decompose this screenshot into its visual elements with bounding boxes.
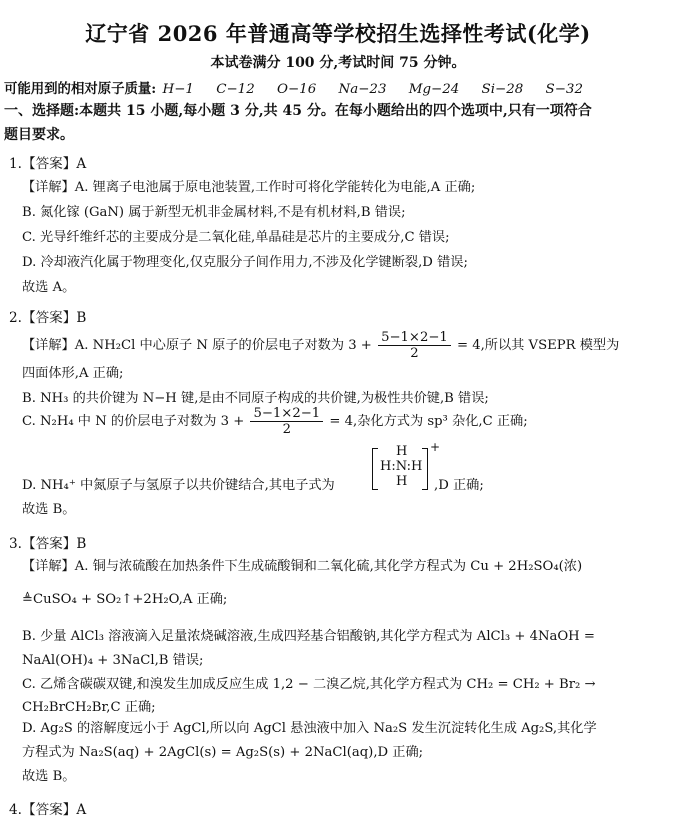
q2-text: C. N₂H₄ 中 N 的价层电子对数为 3 + bbox=[22, 414, 245, 429]
masses-label: 可能用到的相对原子质量: bbox=[4, 81, 157, 97]
q3-line: CH₂BrCH₂Br,C 正确; bbox=[22, 700, 156, 715]
mass-item: H−1 bbox=[162, 82, 194, 97]
section-heading-cont: 题目要求。 bbox=[4, 127, 74, 143]
q2-text: = 4,杂化方式为 sp³ 杂化,C 正确; bbox=[329, 414, 528, 429]
q3-line: 方程式为 Na₂S(aq) + 2AgCl(s) = Ag₂S(s) + 2NaCl(aq),D 正确; bbox=[22, 745, 424, 760]
elec-bot: H bbox=[396, 474, 408, 489]
fraction-den: 2 bbox=[282, 422, 291, 437]
mass-item: Mg−24 bbox=[408, 82, 460, 97]
q1-line: 故选 A。 bbox=[22, 280, 76, 295]
elec-charge: + bbox=[430, 440, 441, 454]
q2-line: 四面体形,A 正确; bbox=[22, 366, 124, 381]
mass-item: Si−28 bbox=[481, 82, 524, 97]
q3-line: C. 乙烯含碳碳双键,和溴发生加成反应生成 1,2 − 二溴乙烷,其化学方程式为 CH₂ = CH₂ + Br₂ → bbox=[22, 677, 596, 692]
fraction-num: 5−1×2−1 bbox=[250, 406, 323, 422]
page-subtitle: 本试卷满分 100 分,考试时间 75 分钟。 bbox=[210, 55, 466, 71]
q4-answer-header: 4.【答案】A bbox=[9, 802, 87, 818]
q1-line: D. 冷却液汽化属于物理变化,仅克服分子间作用力,不涉及化学键断裂,D 错误; bbox=[22, 255, 468, 270]
q1-line: 【详解】A. 锂离子电池属于原电池装置,工作时可将化学能转化为电能,A 正确; bbox=[22, 180, 476, 195]
q2-line: 故选 B。 bbox=[22, 502, 76, 517]
q2-line: ,D 正确; bbox=[434, 478, 484, 493]
q3-answer-header: 3.【答案】B bbox=[9, 536, 87, 552]
q2-answer-header: 2.【答案】B bbox=[9, 310, 87, 326]
q3-line: 【详解】A. 铜与浓硫酸在加热条件下生成硫酸铜和二氧化硫,其化学方程式为 Cu + 2H₂SO₄(浓) bbox=[22, 559, 583, 574]
mass-item: S−32 bbox=[545, 82, 583, 97]
q1-line: C. 光导纤维纤芯的主要成分是二氧化硅,单晶硅是芯片的主要成分,C 错误; bbox=[22, 230, 450, 245]
elec-mid: H:N:H bbox=[380, 459, 423, 474]
q3-line: NaAl(OH)₄ + 3NaCl,B 错误; bbox=[22, 653, 204, 668]
mass-item: C−12 bbox=[216, 82, 255, 97]
bracket-left bbox=[372, 448, 378, 490]
q3-line: B. 少量 AlCl₃ 溶液滴入足量浓烧碱溶液,生成四羟基合铝酸钠,其化学方程式为 AlCl₃ + 4NaOH = bbox=[22, 629, 595, 644]
bracket-right bbox=[422, 448, 428, 490]
fraction bbox=[250, 406, 323, 437]
q2-line bbox=[22, 330, 662, 361]
q3-line: D. Ag₂S 的溶解度远小于 AgCl,所以向 AgCl 悬浊液中加入 Na₂S 发生沉淀转化生成 Ag₂S,其化学 bbox=[22, 721, 597, 736]
q2-line bbox=[22, 406, 662, 437]
q3-line: 故选 B。 bbox=[22, 769, 76, 784]
fraction bbox=[378, 330, 451, 361]
fraction-num: 5−1×2−1 bbox=[378, 330, 451, 346]
q2-text: D. NH₄⁺ 中氮原子与氢原子以共价键结合,其电子式为 bbox=[22, 478, 335, 493]
q1-answer-header: 1.【答案】A bbox=[9, 156, 87, 172]
electron-formula bbox=[372, 446, 428, 490]
q2-text: 【详解】A. NH₂Cl 中心原子 N 原子的价层电子对数为 3 + bbox=[22, 338, 372, 353]
q2-text: = 4,所以其 VSEPR 模型为 bbox=[456, 338, 620, 353]
section-heading: 一、选择题:本题共 15 小题,每小题 3 分,共 45 分。在每小题给出的四个选项中,只有一项符合 bbox=[4, 103, 592, 119]
atomic-masses bbox=[4, 78, 583, 97]
mass-item: Na−23 bbox=[338, 82, 387, 97]
fraction-den: 2 bbox=[410, 346, 419, 361]
q3-line: ≜CuSO₄ + SO₂↑+2H₂O,A 正确; bbox=[22, 592, 228, 607]
q2-line: B. NH₃ 的共价键为 N−H 键,是由不同原子构成的共价键,为极性共价键,B 错误; bbox=[22, 391, 489, 406]
elec-top: H bbox=[396, 444, 408, 459]
mass-item: O−16 bbox=[276, 82, 317, 97]
page-title: 辽宁省 2026 年普通高等学校招生选择性考试(化学) bbox=[85, 21, 591, 46]
q1-line: B. 氮化镓 (GaN) 属于新型无机非金属材料,不是有机材料,B 错误; bbox=[22, 205, 406, 220]
